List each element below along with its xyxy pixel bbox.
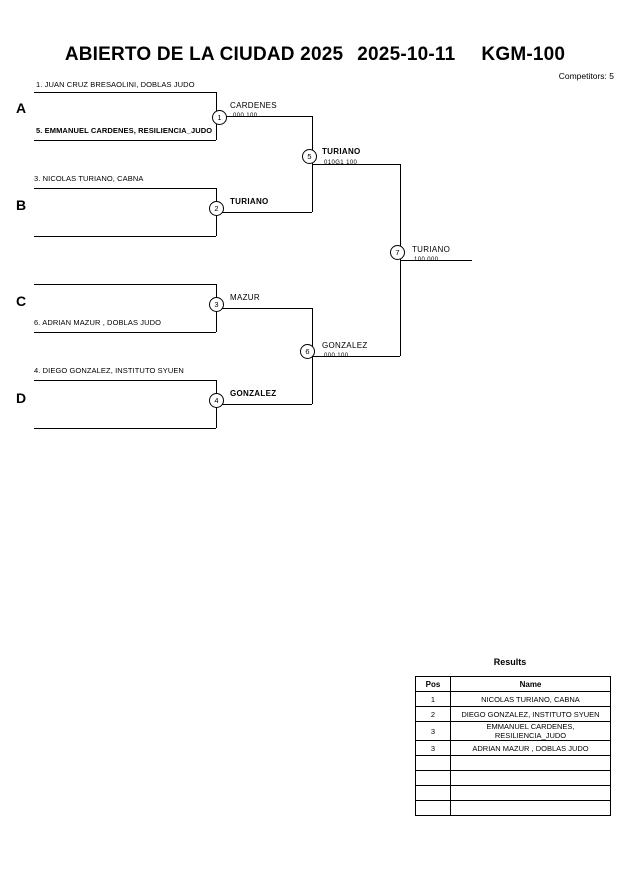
table-header-row xyxy=(416,677,611,692)
match-winner-6: GONZALEZ xyxy=(322,341,368,350)
bracket-line xyxy=(34,380,216,381)
entry-name-3: 3. NICOLAS TURIANO, CABNA xyxy=(34,174,144,183)
event-date: 2025-10-11 xyxy=(357,44,456,65)
result-name: DIEGO GONZALEZ, INSTITUTO SYUEN xyxy=(451,707,611,722)
group-label-d: D xyxy=(16,390,27,406)
result-name xyxy=(451,771,611,786)
competitors-count: Competitors: 5 xyxy=(558,71,614,81)
table-row xyxy=(416,801,611,816)
bracket-line xyxy=(216,212,312,213)
match-winner-3: MAZUR xyxy=(230,293,260,302)
table-row xyxy=(416,771,611,786)
match-node-2: 2 xyxy=(209,201,224,216)
entry-name-2: 5. EMMANUEL CARDENES, RESILIENCIA_JUDO xyxy=(36,126,213,135)
result-name: NICOLAS TURIANO, CABNA xyxy=(451,692,611,707)
result-pos xyxy=(416,756,451,771)
column-header-pos: Pos xyxy=(416,677,451,692)
match-winner-1: CARDENES xyxy=(230,101,277,110)
result-name xyxy=(451,756,611,771)
bracket-line xyxy=(34,428,216,429)
table-row xyxy=(416,756,611,771)
group-label-b: B xyxy=(16,197,27,213)
bracket-line xyxy=(34,332,216,333)
table-row xyxy=(416,692,611,707)
match-winner-5: TURIANO xyxy=(322,147,361,156)
event-category: KGM-100 xyxy=(481,44,566,65)
bracket-line xyxy=(34,188,216,189)
match-score-7: 100 000 xyxy=(414,257,439,263)
bracket-line xyxy=(216,308,312,309)
entry-name-1: 1. JUAN CRUZ BRESAOLINI, DOBLAS JUDO xyxy=(36,80,195,89)
bracket-line xyxy=(34,92,216,93)
page-title xyxy=(0,44,630,66)
table-row xyxy=(416,786,611,801)
table-row xyxy=(416,722,611,741)
match-node-4: 4 xyxy=(209,393,224,408)
entry-name-7: 4. DIEGO GONZALEZ, INSTITUTO SYUEN xyxy=(34,366,184,375)
table-row xyxy=(416,707,611,722)
bracket-line xyxy=(216,404,312,405)
match-score-5: 010G1 100 xyxy=(324,160,358,166)
result-pos xyxy=(416,786,451,801)
column-header-name: Name xyxy=(451,677,611,692)
match-winner-7: TURIANO xyxy=(412,245,451,254)
match-score-1: 000 100 xyxy=(233,113,258,119)
table-row xyxy=(416,741,611,756)
result-pos: 3 xyxy=(416,722,451,741)
entry-name-6: 6. ADRIAN MAZUR , DOBLAS JUDO xyxy=(34,318,162,327)
result-name xyxy=(451,786,611,801)
results-table xyxy=(415,676,611,816)
match-winner-2: TURIANO xyxy=(230,197,269,206)
result-pos xyxy=(416,771,451,786)
match-node-1: 1 xyxy=(212,110,227,125)
match-winner-4: GONZALEZ xyxy=(230,389,277,398)
group-label-c: C xyxy=(16,293,27,309)
match-node-5: 5 xyxy=(302,149,317,164)
match-node-7: 7 xyxy=(390,245,405,260)
bracket-line xyxy=(34,140,216,141)
result-pos: 2 xyxy=(416,707,451,722)
bracket-line xyxy=(34,236,216,237)
result-pos: 1 xyxy=(416,692,451,707)
result-pos: 3 xyxy=(416,741,451,756)
match-node-6: 6 xyxy=(300,344,315,359)
result-pos xyxy=(416,801,451,816)
group-label-a: A xyxy=(16,100,27,116)
bracket-line xyxy=(216,116,312,117)
result-name xyxy=(451,801,611,816)
results-title: Results xyxy=(493,657,527,667)
match-node-3: 3 xyxy=(209,297,224,312)
result-name: EMMANUEL CARDENES, RESILIENCIA_JUDO xyxy=(451,722,611,741)
bracket-line xyxy=(34,284,216,285)
result-name: ADRIAN MAZUR , DOBLAS JUDO xyxy=(451,741,611,756)
match-score-6: 000 100 xyxy=(324,353,349,359)
event-name: ABIERTO DE LA CIUDAD 2025 xyxy=(64,44,344,65)
